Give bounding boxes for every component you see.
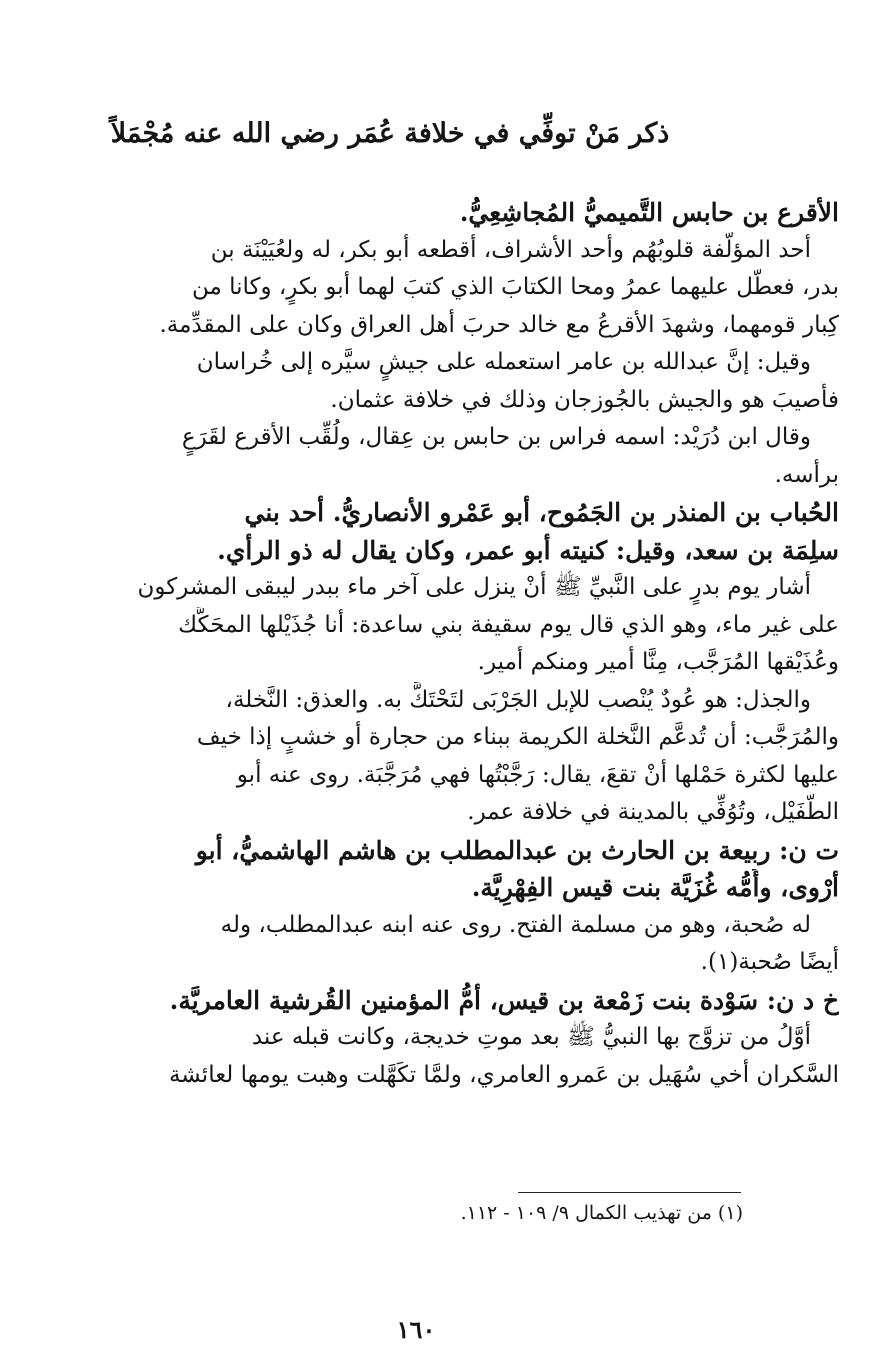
entry-heading-hubab-cont: سلِمَة بن سعد، وقيل: كنيته أبو عمر، وكان يقال له ذو الرأي. <box>217 535 839 565</box>
entry-heading-rabia-cont: أرْوى، وأُمُّه غُزَيَّة بنت قيس الفِهْرِيَّة. <box>471 873 839 902</box>
text-line: وقيل: إنَّ عبدالله بن عامر استعمله على جيشٍ سيَّره إلى خُراسان <box>196 349 811 375</box>
text-line: عليها لكثرة حَمْلها أنْ تقعَ، يقال: رَجَّبْتُها فهي مُرَجَّبَة. روى عنه أبو <box>236 761 839 788</box>
text-line: والجذل: هو عُودٌ يُنْصب للإبل الجَرْبَى لتَحْتَكَّ به. والعذق: النَّخلة، <box>225 686 811 713</box>
footnote: (١) من تهذيب الكمال ٩/ ١٠٩ - ١١٢. <box>460 1202 743 1224</box>
text-line: الطُّفَيْل، وتُوُفِّي بالمدينة في خلافة عمر. <box>467 799 839 825</box>
entry-heading-sawda: خ د ن: سَوْدة بنت زَمْعة بن قيس، أمُّ المؤمنين القُرشية العامريَّة. <box>169 985 839 1015</box>
page-number: ١٦٠ <box>396 1315 436 1344</box>
text-line: أوَّلُ من تزوَّج بها النبيُّ ﷺ بعد موتِ خديجة، وكانت قبله عند <box>251 1024 811 1050</box>
body-text <box>34 194 839 1094</box>
text-line: بدر، فعطَّل عليهما عمرُ ومحا الكتابَ الذي كتبَ لهما أبو بكرٍ، وكانا من <box>191 274 839 300</box>
text-line: أحد المؤلَّفة قلوبُهُم وأحد الأشراف، أقطعه أبو بكر، له ولعُيَيْنَة بن <box>210 236 811 263</box>
text-line: كِبار قومهما، وشهدَ الأقرعُ مع خالد حربَ أهل العراق وكان على المقدِّمة. <box>159 311 839 338</box>
entry-heading-rabia: ت ن: ربيعة بن الحارث بن عبدالمطلب بن هاشم الهاشميُّ، أبو <box>195 835 839 865</box>
entry-heading-aqra: الأقرع بن حابس التَّميميُّ المُجاشِعِيُّ. <box>459 198 839 227</box>
text-line: برأسه. <box>774 461 839 488</box>
text-line: فأُصيبَ هو والجيش بالجُوزجان وذلك في خلافة عثمان. <box>330 386 839 413</box>
chapter-title: ذكر مَنْ توفِّي في خلافة عُمَر رضي الله عنه مُجْمَلاً <box>110 118 670 149</box>
text-line: وقال ابن دُرَيْد: اسمه فراس بن حابس بن عِقال، ولُقِّب الأقرع لقَرَعٍ <box>181 424 811 450</box>
text-line: أشار يوم بدرٍ على النَّبيِّ ﷺ أنْ ينزل على آخر ماء ببدر ليبقى المشركون <box>137 574 811 600</box>
text-line: أيضًا صُحبة(١). <box>700 949 839 975</box>
text-line: له صُحبة، وهو من مسلمة الفتح. روى عنه ابنه عبدالمطلب، وله <box>220 911 811 938</box>
entry-heading-hubab: الحُباب بن المنذر بن الجَمُوح، أبو عَمْرو الأنصاريُّ. أحد بني <box>244 498 839 527</box>
text-line: وعُذَيْقها المُرَجَّب، مِنَّا أمير ومنكم أمير. <box>477 649 839 675</box>
text-line: والمُرَجَّب: أن تُدعَّم النَّخلة الكريمة ببناء من حجارة أو خشبٍ إذا خيف <box>196 724 839 750</box>
footnote-divider <box>518 1192 741 1193</box>
text-line: على غير ماء، وهو الذي قال يوم سقيفة بني ساعدة: أنا جُذَيْلها المحَكَّك <box>178 611 839 638</box>
text-line: السَّكران أخي سُهَيل بن عَمرو العامري، ولمَّا تكَهَّلت وهبت يومها لعائشة <box>168 1061 839 1088</box>
